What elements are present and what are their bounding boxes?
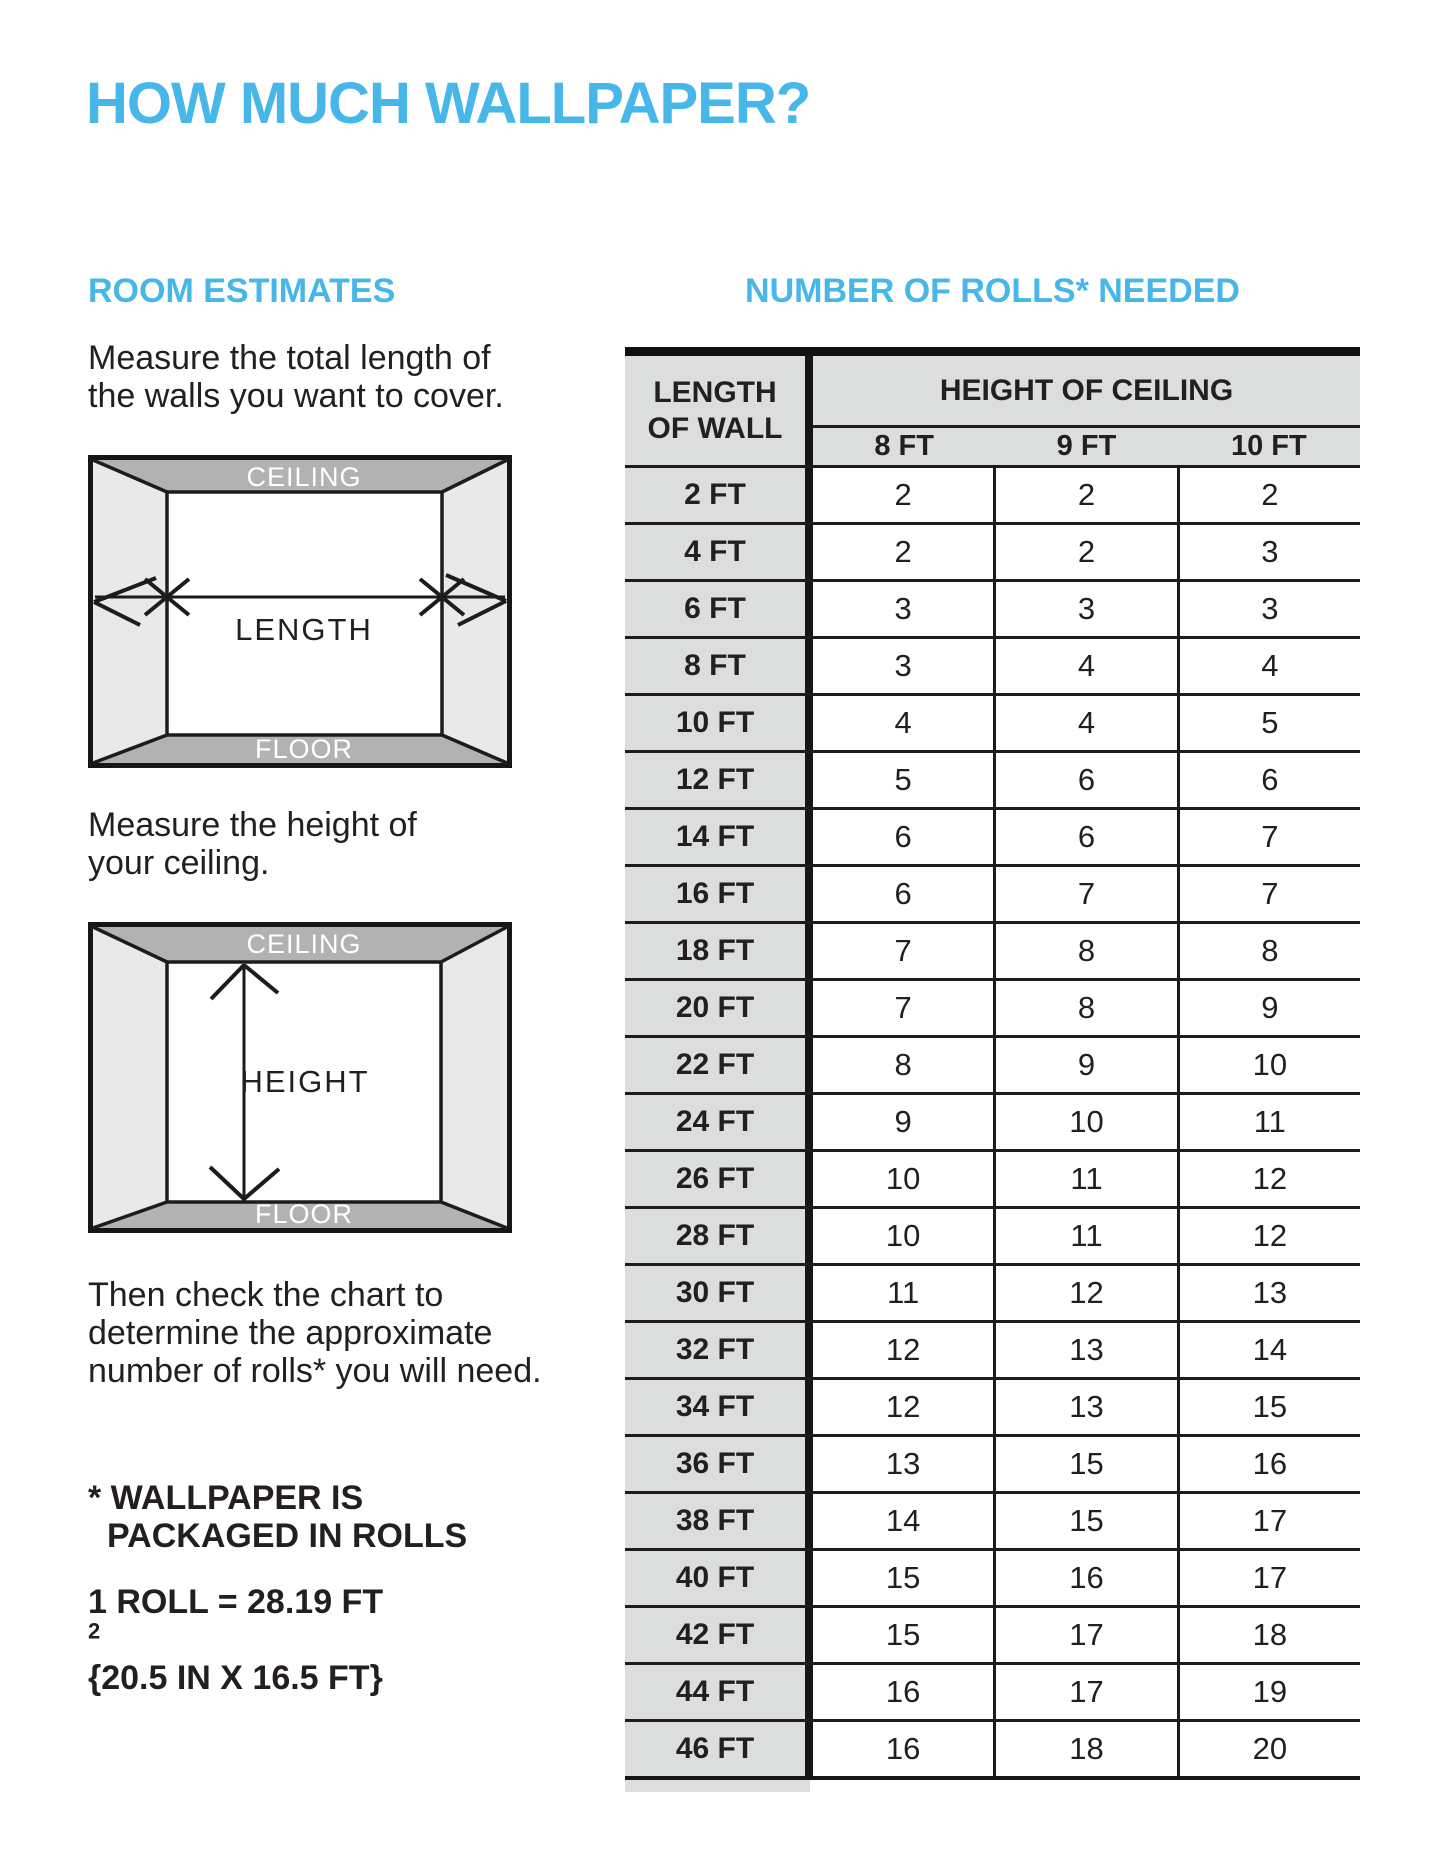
rolls-value-cell: 9 (993, 1038, 1176, 1092)
rolls-value-cell: 3 (894, 591, 912, 626)
instruction-line: Then check the chart to (88, 1276, 444, 1314)
rolls-value-cell: 9 (1177, 981, 1360, 1035)
rolls-value-cell: 6 (894, 876, 912, 911)
instruction-line: Measure the total length of (88, 339, 491, 377)
column-header-8ft: 8 FT (874, 430, 934, 462)
table-row (625, 1320, 1360, 1377)
rolls-value-cell: 10 (885, 1218, 921, 1253)
wall-length-cell: 16 FT (625, 867, 813, 921)
rolls-value-cell: 10 (993, 1095, 1176, 1149)
rolls-value-cell: 3 (894, 648, 912, 683)
rolls-value-cell: 12 (1177, 1209, 1360, 1263)
rolls-value-cell: 14 (1177, 1323, 1360, 1377)
wall-length-cell: 20 FT (625, 981, 813, 1035)
table-row (625, 1662, 1360, 1719)
rolls-value-cell: 7 (1177, 810, 1360, 864)
rolls-value-cell: 10 (1177, 1038, 1360, 1092)
wall-length-cell: 36 FT (625, 1437, 813, 1491)
rolls-value-cell: 7 (1177, 867, 1360, 921)
rolls-value-cell: 19 (1177, 1665, 1360, 1719)
table-row (625, 1263, 1360, 1320)
rolls-table-body (625, 465, 1360, 1780)
wall-length-cell: 24 FT (625, 1095, 813, 1149)
table-row (625, 1377, 1360, 1434)
rolls-value-cell: 2 (993, 468, 1176, 522)
rolls-value-cell: 6 (993, 753, 1176, 807)
table-row (625, 1434, 1360, 1491)
rolls-value-cell: 9 (894, 1104, 912, 1139)
rolls-value-cell: 14 (885, 1503, 921, 1538)
rolls-value-cell: 3 (1177, 525, 1360, 579)
rolls-value-cell: 13 (885, 1446, 921, 1481)
length-of-wall-header (625, 356, 813, 465)
rolls-value-cell: 15 (993, 1494, 1176, 1548)
rolls-value-cell: 16 (885, 1674, 921, 1709)
rolls-value-cell: 11 (993, 1152, 1176, 1206)
table-row (625, 1035, 1360, 1092)
rolls-value-cell: 10 (885, 1161, 921, 1196)
table-top-border (625, 347, 1360, 356)
column-header-10ft: 10 FT (1230, 430, 1307, 462)
rolls-value-cell: 2 (894, 534, 912, 569)
instruction-measure-length (88, 339, 504, 415)
wall-length-cell: 18 FT (625, 924, 813, 978)
table-row (625, 522, 1360, 579)
left-wall-surface (93, 460, 167, 763)
rolls-value-cell: 20 (1177, 1722, 1360, 1776)
table-row (625, 750, 1360, 807)
length-label: LENGTH (235, 612, 373, 647)
rolls-value-cell: 12 (885, 1332, 921, 1367)
rolls-value-cell: 11 (1177, 1095, 1360, 1149)
instruction-line: number of rolls* you will need. (88, 1352, 542, 1390)
table-row (625, 807, 1360, 864)
note-line: PACKAGED IN ROLLS (107, 1517, 468, 1555)
rolls-value-cell: 4 (993, 639, 1176, 693)
left-wall-surface (93, 927, 167, 1228)
table-row (625, 1605, 1360, 1662)
wall-length-cell: 12 FT (625, 753, 813, 807)
table-row (625, 1548, 1360, 1605)
rolls-value-cell: 2 (894, 477, 912, 512)
wall-length-cell: 40 FT (625, 1551, 813, 1605)
wall-length-cell: 26 FT (625, 1152, 813, 1206)
wall-length-cell: 4 FT (625, 525, 813, 579)
wall-length-cell: 10 FT (625, 696, 813, 750)
rolls-value-cell: 13 (993, 1380, 1176, 1434)
rolls-value-cell: 18 (993, 1722, 1176, 1776)
instruction-line: your ceiling. (88, 844, 270, 882)
rolls-value-cell: 7 (894, 933, 912, 968)
rolls-value-cell: 12 (993, 1266, 1176, 1320)
room-diagram-length (88, 455, 512, 768)
wall-length-cell: 2 FT (625, 468, 813, 522)
header-line: LENGTH (653, 375, 777, 409)
floor-label: FLOOR (254, 1199, 354, 1229)
table-row (625, 693, 1360, 750)
right-wall-surface (442, 460, 507, 763)
rolls-value-cell: 15 (1177, 1380, 1360, 1434)
rolls-value-cell: 4 (993, 696, 1176, 750)
rolls-value-cell: 16 (1177, 1437, 1360, 1491)
wall-length-cell: 8 FT (625, 639, 813, 693)
rolls-value-cell: 17 (993, 1608, 1176, 1662)
ceiling-label: CEILING (246, 929, 362, 959)
rolls-value-cell: 2 (993, 525, 1176, 579)
rolls-value-cell: 12 (885, 1389, 921, 1424)
rolls-value-cell: 15 (885, 1617, 921, 1652)
table-row (625, 579, 1360, 636)
rolls-value-cell: 7 (993, 867, 1176, 921)
rolls-value-cell: 5 (1177, 696, 1360, 750)
wall-length-cell: 28 FT (625, 1209, 813, 1263)
rolls-value-cell: 7 (894, 990, 912, 1025)
table-row (625, 1491, 1360, 1548)
rolls-value-cell: 8 (993, 924, 1176, 978)
right-wall-surface (441, 927, 507, 1228)
table-row (625, 1149, 1360, 1206)
wall-length-cell: 34 FT (625, 1380, 813, 1434)
rolls-value-cell: 6 (894, 819, 912, 854)
rolls-value-cell: 6 (1177, 753, 1360, 807)
wall-length-cell: 46 FT (625, 1722, 813, 1776)
rolls-value-cell: 4 (894, 705, 912, 740)
rolls-value-cell: 8 (1177, 924, 1360, 978)
table-row (625, 1719, 1360, 1776)
height-label: HEIGHT (240, 1064, 370, 1099)
wall-length-cell: 42 FT (625, 1608, 813, 1662)
table-row (625, 1206, 1360, 1263)
roll-size-line: 1 ROLL = 28.19 FT $^2$ (88, 1583, 384, 1644)
rolls-value-cell: 4 (1177, 639, 1360, 693)
ceiling-header-group (813, 356, 1360, 465)
instruction-line: determine the approximate (88, 1314, 493, 1352)
room-estimates-heading: ROOM ESTIMATES (88, 272, 396, 310)
table-row (625, 978, 1360, 1035)
rolls-value-cell: 18 (1177, 1608, 1360, 1662)
rolls-value-cell: 3 (993, 582, 1176, 636)
wall-length-cell: 38 FT (625, 1494, 813, 1548)
height-of-ceiling-header: HEIGHT OF CEILING (813, 356, 1360, 428)
rolls-value-cell: 17 (1177, 1551, 1360, 1605)
rolls-value-cell: 2 (1177, 468, 1360, 522)
table-row (625, 921, 1360, 978)
rolls-value-cell: 15 (885, 1560, 921, 1595)
room-diagram-height (88, 922, 512, 1233)
rolls-value-cell: 8 (993, 981, 1176, 1035)
wall-length-cell: 44 FT (625, 1665, 813, 1719)
rolls-value-cell: 3 (1177, 582, 1360, 636)
wall-length-cell: 32 FT (625, 1323, 813, 1377)
rolls-value-cell: 6 (993, 810, 1176, 864)
instruction-measure-height (88, 806, 417, 882)
roll-size-note (88, 1583, 383, 1697)
rolls-value-cell: 11 (887, 1275, 920, 1310)
column-header-9ft: 9 FT (1056, 430, 1117, 462)
rolls-value-cell: 13 (993, 1323, 1176, 1377)
rolls-value-cell: 17 (1177, 1494, 1360, 1548)
rolls-value-cell: 16 (885, 1731, 921, 1766)
roll-size-line: {20.5 IN X 16.5 FT} (88, 1659, 383, 1697)
rolls-needed-heading: NUMBER OF ROLLS* NEEDED (745, 272, 1240, 310)
table-row (625, 864, 1360, 921)
table-row (625, 1092, 1360, 1149)
instruction-line: the walls you want to cover. (88, 377, 504, 415)
instruction-check-chart (88, 1276, 542, 1390)
ceiling-height-columns (813, 428, 1360, 465)
rolls-value-cell: 8 (894, 1047, 912, 1082)
floor-label: FLOOR (254, 734, 354, 764)
rolls-value-cell: 13 (1177, 1266, 1360, 1320)
page-title: HOW MUCH WALLPAPER? (86, 71, 811, 136)
instruction-line: Measure the height of (88, 806, 417, 844)
table-row (625, 636, 1360, 693)
wall-length-cell: 6 FT (625, 582, 813, 636)
rolls-value-cell: 11 (993, 1209, 1176, 1263)
rolls-value-cell: 16 (993, 1551, 1176, 1605)
rolls-value-cell: 15 (993, 1437, 1176, 1491)
rolls-table (625, 347, 1360, 1792)
label-column-tail (625, 1780, 810, 1792)
note-line: * WALLPAPER IS (88, 1479, 364, 1517)
wall-length-cell: 22 FT (625, 1038, 813, 1092)
rolls-value-cell: 17 (993, 1665, 1176, 1719)
rolls-value-cell: 12 (1177, 1152, 1360, 1206)
ceiling-label: CEILING (246, 462, 362, 492)
table-row (625, 465, 1360, 522)
wall-length-cell: 30 FT (625, 1266, 813, 1320)
rolls-value-cell: 5 (894, 762, 912, 797)
table-header (625, 356, 1360, 465)
squared-superscript: 2 (88, 1618, 101, 1644)
wall-length-cell: 14 FT (625, 810, 813, 864)
header-line: OF WALL (647, 411, 783, 445)
wallpaper-rolls-note (88, 1479, 467, 1555)
